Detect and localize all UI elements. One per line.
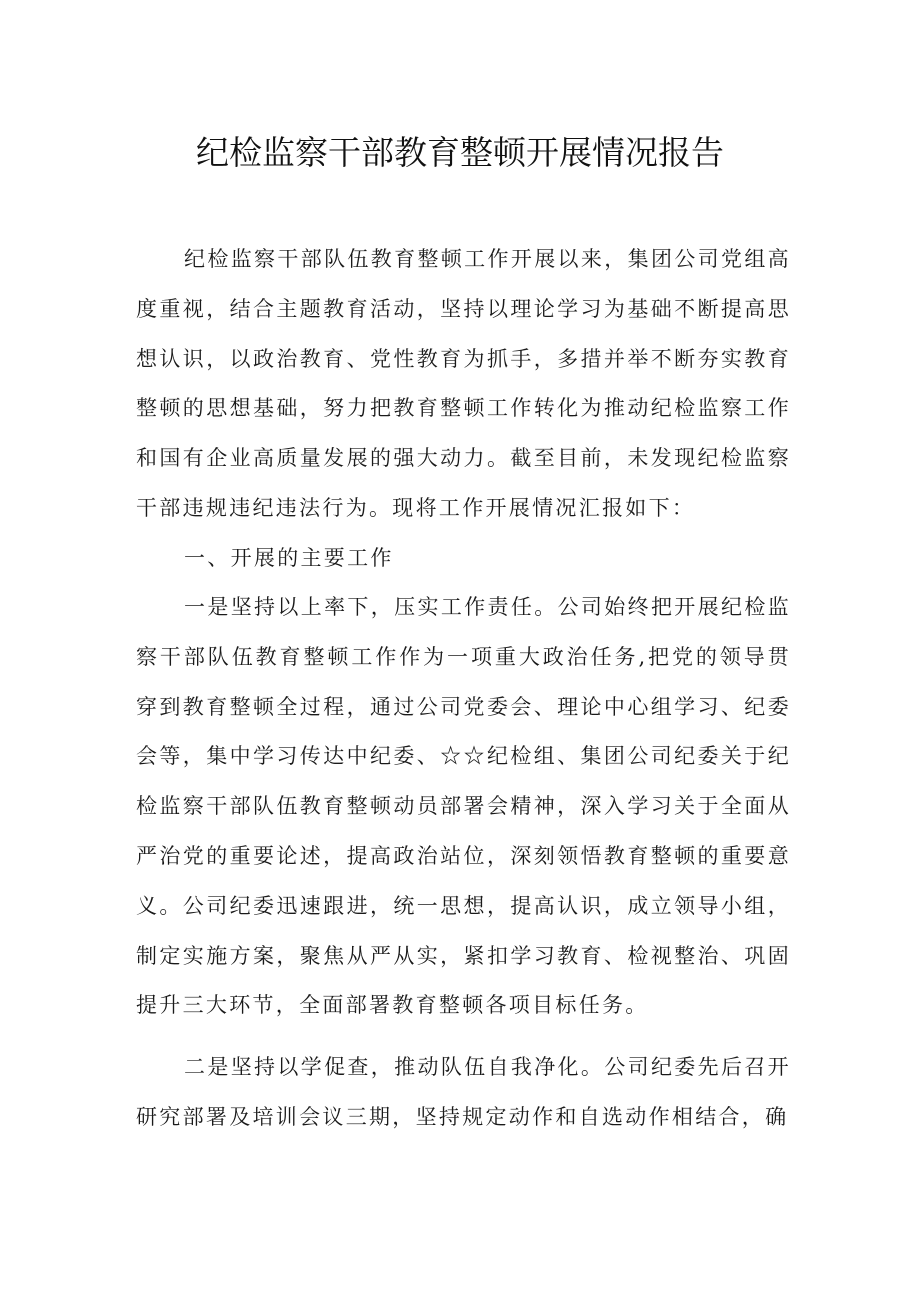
body-paragraph-2: 二是坚持以学促查，推动队伍自我净化。公司纪委先后召开研究部署及培训会议三期，坚持规定动作和自选动作相结合，确 (136, 1055, 791, 1129)
document-title: 纪检监察干部教育整顿开展情况报告 (196, 133, 724, 172)
body-paragraph-1: 一是坚持以上率下，压实工作责任。公司始终把开展纪检监察干部队伍教育整顿工作作为一项重大政治任务,把党的领导贯穿到教育整顿全过程，通过公司党委会、理论中心组学习、纪委会等，集中学习传达中纪委、☆☆纪检组、集团公司纪委关于纪检监察干部队伍教育整顿动员部署会精神，深入学习关于全面从严治党的重要论述，提高政治站位，深刻领悟教育整顿的重要意义。公司纪委迅速跟进，统一思想，提高认识，成立领导小组，制定实施方案，聚焦从严从实，紧扣学习教育、检视整治、巩固提升三大环节，全面部署教育整顿各项目标任务。 (136, 595, 791, 1018)
intro-paragraph: 纪检监察干部队伍教育整顿工作开展以来，集团公司党组高度重视，结合主题教育活动，坚持以理论学习为基础不断提高思想认识，以政治教育、党性教育为抓手，多措并举不断夯实教育整顿的思想基础，努力把教育整顿工作转化为推动纪检监察工作和国有企业高质量发展的强大动力。截至目前，未发现纪检监察干部违规违纪违法行为。现将工作开展情况汇报如下： (136, 247, 791, 520)
section-heading: 一、开展的主要工作 (184, 546, 394, 570)
